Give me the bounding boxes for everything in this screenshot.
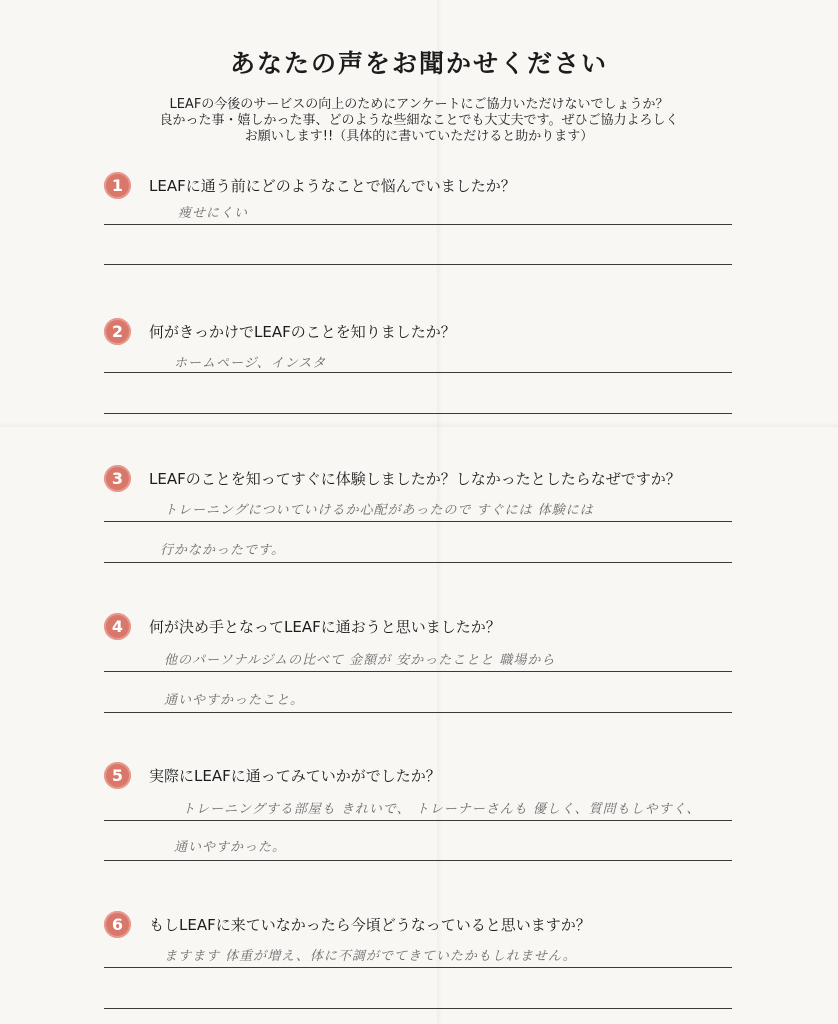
answer-line-1: トレーニングについていけるか心配があったので すぐには 体験には	[164, 503, 594, 518]
question-number-badge: 3	[104, 465, 131, 492]
question-text: LEAFに通う前にどのようなことで悩んでいましたか？	[149, 177, 516, 195]
answer-rule	[104, 712, 732, 713]
question-number-badge: 4	[104, 613, 131, 640]
answer-line-1: トレーニングする部屋も きれいで、 トレーナーさんも 優しく、質問もしやすく、	[182, 802, 701, 817]
answer-line-2: 行かなかったです。	[160, 543, 285, 558]
answer-rule	[104, 1008, 732, 1009]
answer-rule	[104, 413, 732, 414]
page-title: あなたの声をお聞かせください	[229, 49, 608, 78]
question-2	[104, 318, 744, 371]
question-number-badge: 6	[104, 911, 131, 938]
question-number-badge: 1	[104, 172, 131, 199]
answer-line-2: 通いやすかった。	[174, 840, 287, 855]
question-4	[104, 613, 744, 708]
question-5	[104, 762, 744, 855]
question-text: 実際にLEAFに通ってみていかがでしたか？	[149, 767, 441, 785]
question-text: もしLEAFに来ていなかったら今頃どうなっていると思いますか？	[149, 916, 591, 934]
answer-line-2: 通いやすかったこと。	[164, 693, 305, 708]
intro-text	[0, 97, 838, 145]
question-text: 何が決め手となってLEAFに通おうと思いましたか？	[149, 618, 501, 636]
question-text: LEAFのことを知ってすぐに体験しましたか？しなかったとしたらなぜですか？	[149, 470, 681, 488]
answer-line-1: ますます 体重が増え、体に不調がでてきていたかもしれません。	[164, 949, 577, 964]
answer-rule	[104, 860, 732, 861]
question-3	[104, 465, 744, 558]
intro-line: 良かった事・嬉しかった事、どのような些細なことでも大丈夫です。ぜひご協力よろしく	[159, 113, 679, 128]
answer-rule	[104, 521, 732, 522]
question-number-badge: 2	[104, 318, 131, 345]
question-text: 何がきっかけでLEAFのことを知りましたか？	[149, 323, 456, 341]
answer-rule	[104, 224, 732, 225]
answer-line-1: 他のパーソナルジムの比べて 金額が 安かったことと 職場から	[164, 653, 556, 668]
question-6	[104, 911, 744, 964]
answer-rule	[104, 967, 732, 968]
intro-line: LEAFの今後のサービスの向上のためにアンケートにご協力いただけないでしょうか？	[169, 97, 669, 112]
answer-rule	[104, 820, 732, 821]
intro-line: お願いします!!（具体的に書いていただけると助かります）	[244, 129, 594, 144]
question-1	[104, 172, 744, 221]
answer-line-1: ホームページ、インスタ	[174, 356, 327, 371]
question-number-badge: 5	[104, 762, 131, 789]
answer-rule	[104, 562, 732, 563]
answer-rule	[104, 264, 732, 265]
answer-line-1: 痩せにくい	[178, 206, 249, 221]
answer-rule	[104, 671, 732, 672]
answer-rule	[104, 372, 732, 373]
